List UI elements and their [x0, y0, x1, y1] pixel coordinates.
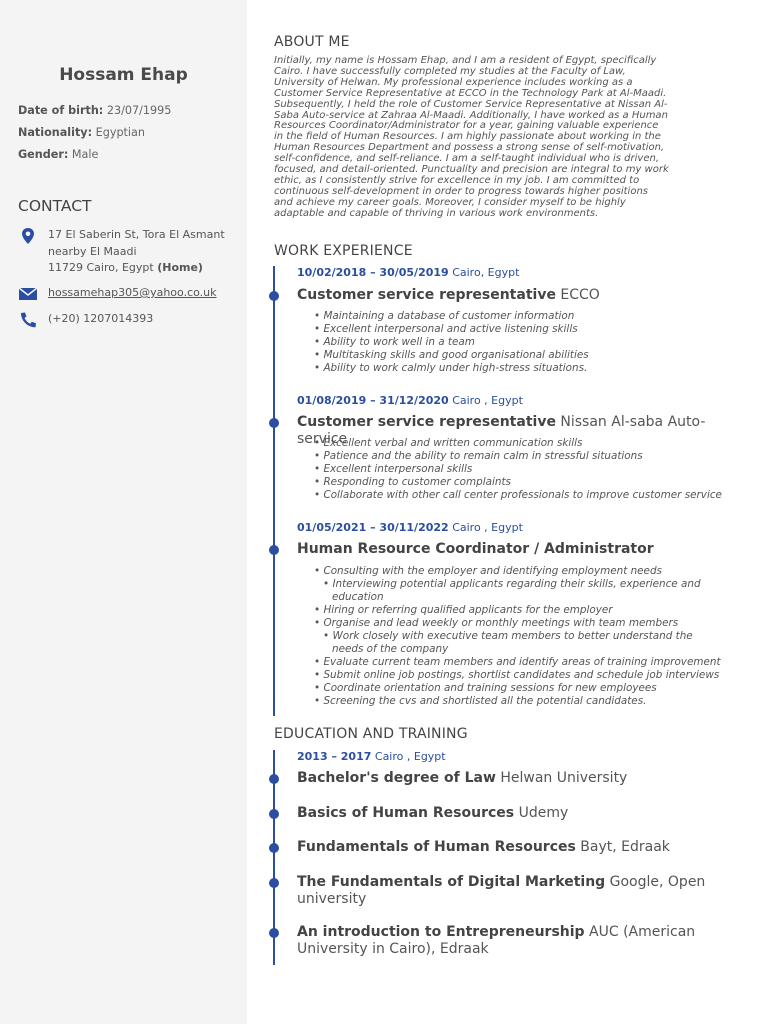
course-name: The Fundamentals of Digital Marketing — [297, 874, 606, 890]
list-item: • Organise and lead weekly or monthly meetings with team members — [314, 617, 724, 630]
list-item: • Screening the cvs and shortlisted all the potential candidates. — [314, 695, 724, 708]
list-item: • Multitasking skills and good organisational abilities — [314, 349, 724, 362]
job-title — [297, 287, 727, 304]
job-location: Cairo, Egypt — [448, 266, 520, 279]
job-date-range: 01/05/2021 – 30/11/2022 — [297, 521, 449, 534]
date-of-birth — [18, 104, 171, 117]
list-item: • Interviewing potential applicants regarding their skills, experience and education — [314, 578, 724, 604]
course-name: An introduction to Entrepreneurship — [297, 924, 585, 940]
address-tag: (Home) — [157, 261, 203, 274]
course-name: Bachelor's degree of Law — [297, 770, 496, 786]
job-duties — [314, 437, 724, 502]
list-item: • Coordinate orientation and training sessions for new employees — [314, 682, 724, 695]
education-heading: EDUCATION AND TRAINING — [274, 726, 468, 742]
job-title — [297, 541, 727, 558]
job-role: Human Resource Coordinator / Administrator — [297, 541, 654, 557]
education-item — [297, 924, 707, 957]
timeline-dot — [269, 843, 279, 853]
education-item — [297, 805, 727, 822]
location-pin-icon — [18, 227, 38, 245]
education-date-range: 2013 – 2017 — [297, 750, 372, 763]
dob-value: 23/07/1995 — [106, 104, 172, 117]
list-item: • Ability to work calmly under high-stress situations. — [314, 362, 724, 375]
list-item: • Hiring or referring qualified applicants for the employer — [314, 604, 724, 617]
about-text: Initially, my name is Hossam Ehap, and I am a resident of Egypt, specifically Cairo. I have successfully completed my studies at the Faculty of Law, University of Helwan. My professional experience includes working as a Customer Service Representative at ECCO in the Technology Park at Al-Maadi. Subsequently, I held the role of Customer Service Representative at Nissan Al-Saba Auto-service at Zahraa Al-Maadi. Additionally, I have worked as a Human Resources Coordinator/Administrator for a year, gaining valuable experience in the field of Human Resources. I am highly passionate about working in the Human Resources Department and possess a strong sense of self-motivation, self-confidence, and self-reliance. I am a self-taught individual who is driven, focused, and detail-oriented. Punctuality and precision are integral to my work ethic, as I consistently strive for excellence in my job. I am committed to continuous self-development in order to progress towards higher positions and achieve my career goals. Moreover, I consider myself to be highly adaptable and capable of thriving in various work environments. — [274, 55, 669, 219]
phone-number: (+20) 1207014393 — [48, 312, 154, 325]
work-heading: WORK EXPERIENCE — [274, 243, 413, 259]
education-item — [297, 839, 727, 856]
job-dates — [297, 521, 523, 534]
timeline-dot — [269, 418, 279, 428]
timeline-dot — [269, 878, 279, 888]
course-name: Fundamentals of Human Resources — [297, 839, 576, 855]
about-heading: ABOUT ME — [274, 34, 350, 50]
job-dates — [297, 394, 523, 407]
institution: Bayt, Edraak — [575, 839, 670, 855]
education-location: Cairo , Egypt — [371, 750, 446, 763]
job-date-range: 10/02/2018 – 30/05/2019 — [297, 266, 449, 279]
education-item — [297, 874, 707, 907]
job-employer: Nissan Al-saba Auto-service — [297, 414, 706, 447]
institution: Google, Open university — [297, 874, 706, 907]
nationality-label: Nationality: — [18, 126, 93, 139]
list-item: • Responding to customer complaints — [314, 476, 724, 489]
list-item: • Excellent interpersonal skills — [314, 463, 724, 476]
list-item: • Submit online job postings, shortlist candidates and schedule job interviews — [314, 669, 724, 682]
timeline-dot — [269, 545, 279, 555]
job-location: Cairo , Egypt — [448, 394, 523, 407]
list-item: • Maintaining a database of customer information — [314, 310, 724, 323]
envelope-icon — [18, 285, 38, 303]
gender-value: Male — [71, 148, 99, 161]
job-role: Customer service representative — [297, 287, 556, 303]
timeline-dot — [269, 291, 279, 301]
job-role: Customer service representative — [297, 414, 556, 430]
phone-icon — [18, 311, 38, 329]
list-item: • Excellent verbal and written communication skills — [314, 437, 724, 450]
education-dates — [297, 750, 446, 763]
nationality-value: Egyptian — [95, 126, 145, 139]
education-item — [297, 770, 727, 787]
work-timeline — [273, 266, 275, 716]
institution: Udemy — [514, 805, 569, 821]
list-item: • Excellent interpersonal and active listening skills — [314, 323, 724, 336]
list-item: • Collaborate with other call center professionals to improve customer service — [314, 489, 724, 502]
course-name: Basics of Human Resources — [297, 805, 515, 821]
list-item: • Ability to work well in a team — [314, 336, 724, 349]
contact-heading: CONTACT — [18, 197, 92, 215]
job-dates — [297, 266, 519, 279]
job-employer: ECCO — [555, 287, 600, 303]
address-line-1: 17 El Saberin St, Tora El Asmant — [48, 228, 225, 241]
timeline-dot — [269, 774, 279, 784]
job-duties — [314, 310, 724, 375]
institution: AUC (American University in Cairo), Edraak — [297, 924, 696, 957]
list-item: • Work closely with executive team members to better understand the needs of the company — [314, 630, 724, 656]
gender — [18, 148, 98, 161]
job-date-range: 01/08/2019 – 31/12/2020 — [297, 394, 449, 407]
list-item: • Consulting with the employer and identifying employment needs — [314, 565, 724, 578]
job-location: Cairo , Egypt — [448, 521, 523, 534]
address-line-2: nearby El Maadi — [48, 244, 137, 258]
list-item: • Patience and the ability to remain calm in stressful situations — [314, 450, 724, 463]
dob-label: Date of birth: — [18, 104, 104, 117]
email-link[interactable]: hossamehap305@yahoo.co.uk — [48, 286, 217, 299]
address-line-3: 11729 Cairo, Egypt — [48, 261, 154, 274]
timeline-dot — [269, 928, 279, 938]
nationality — [18, 126, 145, 139]
list-item: • Evaluate current team members and identify areas of training improvement — [314, 656, 724, 669]
institution: Helwan University — [495, 770, 628, 786]
person-name: Hossam Ehap — [59, 65, 188, 85]
timeline-dot — [269, 809, 279, 819]
job-duties — [314, 565, 724, 708]
gender-label: Gender: — [18, 148, 69, 161]
